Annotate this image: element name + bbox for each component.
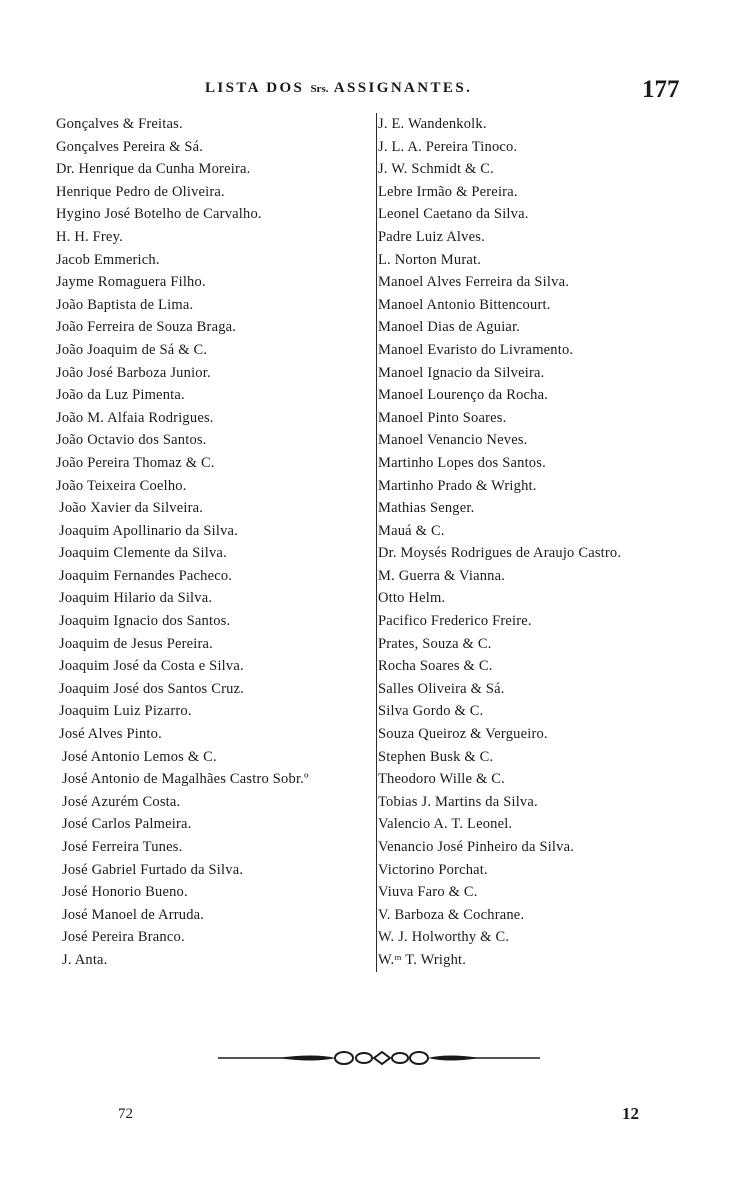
left-column-entry: Joaquim Apollinario da Silva. — [59, 522, 238, 539]
right-column-entry: W. J. Holworthy & C. — [378, 929, 510, 946]
right-column-entry: Padre Luiz Alves. — [378, 228, 485, 245]
left-column-entry: José Pereira Branco. — [62, 929, 185, 946]
left-column-entry: Joaquim Luiz Pizarro. — [59, 703, 192, 720]
left-column-entry: Gonçalves & Freitas. — [56, 116, 183, 132]
left-column-entry: João M. Alfaia Rodrigues. — [56, 409, 214, 426]
left-column-entry: José Manoel de Arruda. — [62, 906, 205, 923]
left-column-entry: Hygino José Botelho de Carvalho. — [56, 206, 262, 223]
right-column-entry: Mathias Senger. — [378, 500, 475, 517]
right-column-entry: Dr. Moysés Rodrigues de Araujo Castro. — [378, 545, 622, 562]
signature-mark-left: 72 — [118, 1106, 133, 1122]
left-column-entry: Joaquim Hilario da Silva. — [59, 590, 213, 607]
left-column-entry: João Pereira Thomaz & C. — [56, 454, 215, 471]
right-column-entry: Manoel Antonio Bittencourt. — [378, 296, 551, 313]
title-right: ASSIGNANTES. — [333, 80, 473, 96]
left-column-entry: J. Anta. — [62, 951, 108, 968]
right-column-entry: Rocha Soares & C. — [378, 658, 493, 675]
right-column-entry: V. Barboza & Cochrane. — [378, 906, 525, 923]
right-column-entry: Otto Helm. — [378, 590, 446, 607]
left-column-entry: Joaquim de Jesus Pereira. — [59, 635, 213, 652]
right-column-entry: Martinho Lopes dos Santos. — [378, 454, 546, 471]
left-column-entry: João Teixeira Coelho. — [56, 477, 187, 494]
left-column-entry: H. H. Frey. — [56, 228, 123, 245]
right-column-entry: Manoel Pinto Soares. — [378, 409, 507, 426]
left-column-entry: Joaquim Fernandes Pacheco. — [59, 567, 233, 584]
right-column-entry: L. Norton Murat. — [378, 251, 482, 268]
title-left: LISTA DOS — [205, 80, 305, 96]
left-column-entry: José Alves Pinto. — [59, 726, 162, 743]
right-column-entry: Valencio A. T. Leonel. — [378, 816, 513, 833]
left-column-entry: João da Luz Pimenta. — [56, 387, 185, 404]
right-column-entry: Souza Queiroz & Vergueiro. — [378, 726, 548, 743]
right-column-entry: Mauá & C. — [378, 522, 445, 539]
right-column-entry: M. Guerra & Vianna. — [378, 567, 506, 584]
left-column-entry: José Ferreira Tunes. — [62, 839, 183, 855]
signature-mark-right: 12 — [622, 1104, 639, 1123]
right-column-entry: W.ᵐ T. Wright. — [378, 951, 467, 968]
left-column-entry: Jacob Emmerich. — [56, 251, 160, 268]
right-column-entry: Leonel Caetano da Silva. — [378, 206, 529, 223]
left-column-entry: Dr. Henrique da Cunha Moreira. — [56, 161, 251, 178]
left-column-entry: José Antonio de Magalhães Castro Sobr.º — [62, 771, 309, 788]
right-column-entry: Salles Oliveira & Sá. — [378, 680, 505, 697]
right-column-entry: Stephen Busk & C. — [378, 748, 494, 765]
page-header — [0, 76, 746, 106]
right-column-entry: Silva Gordo & C. — [378, 703, 484, 720]
left-column-entry: João Xavier da Silveira. — [59, 500, 204, 517]
right-column-entry: J. L. A. Pereira Tinoco. — [378, 138, 518, 155]
page-title — [205, 80, 472, 97]
right-column-entry: Pacifico Frederico Freire. — [378, 613, 532, 630]
right-column-entry: Venancio José Pinheiro da Silva. — [378, 839, 575, 855]
left-column-entry: José Antonio Lemos & C. — [62, 748, 217, 765]
right-column-entry: Manoel Ignacio da Silveira. — [378, 364, 545, 381]
left-column-entry: Henrique Pedro de Oliveira. — [56, 183, 225, 200]
left-column-entry: João Octavio dos Santos. — [56, 432, 207, 449]
right-column-entry: Victorino Porchat. — [378, 861, 488, 878]
page-number: 177 — [642, 76, 680, 103]
right-column-entry: Tobias J. Martins da Silva. — [378, 793, 538, 810]
left-column-entry: Gonçalves Pereira & Sá. — [56, 138, 204, 155]
subscriber-list-left — [56, 113, 376, 972]
left-column-entry: José Gabriel Furtado da Silva. — [62, 861, 244, 878]
left-column-entry: João José Barboza Junior. — [56, 364, 211, 381]
right-column-entry: Manoel Lourenço da Rocha. — [378, 387, 549, 404]
right-column-entry: Manoel Evaristo do Livramento. — [378, 341, 574, 358]
left-column-entry: Joaquim Clemente da Silva. — [59, 545, 227, 562]
right-column-entry: Manoel Venancio Neves. — [378, 432, 528, 449]
right-column-entry: Prates, Souza & C. — [378, 635, 492, 652]
left-column-entry: Joaquim José dos Santos Cruz. — [59, 680, 245, 697]
right-column-entry: Lebre Irmão & Pereira. — [378, 183, 518, 200]
right-column-entry: J. E. Wandenkolk. — [378, 116, 487, 132]
title-abbrev: Srs. — [310, 83, 329, 95]
left-column-entry: João Baptista de Lima. — [56, 296, 194, 313]
left-column-entry: João Joaquim de Sá & C. — [56, 341, 208, 358]
right-column-entry: Manoel Alves Ferreira da Silva. — [378, 274, 570, 291]
left-column-entry: José Carlos Palmeira. — [62, 816, 192, 833]
right-column-entry: Manoel Dias de Aguiar. — [378, 319, 521, 336]
right-column-entry: Viuva Faro & C. — [378, 884, 478, 901]
left-column-entry: José Azurém Costa. — [62, 793, 181, 810]
left-column-entry: Joaquim José da Costa e Silva. — [59, 658, 244, 675]
left-column-entry: João Ferreira de Souza Braga. — [56, 319, 237, 336]
left-column-entry: Joaquim Ignacio dos Santos. — [59, 613, 231, 630]
subscriber-list-right — [376, 113, 697, 972]
right-column-entry: Martinho Prado & Wright. — [378, 477, 537, 494]
right-column-entry: Theodoro Wille & C. — [378, 771, 505, 788]
left-column-entry: José Honorio Bueno. — [62, 884, 188, 901]
left-column-entry: Jayme Romaguera Filho. — [56, 274, 206, 291]
right-column-entry: J. W. Schmidt & C. — [378, 161, 494, 178]
ornament-divider — [218, 1048, 540, 1068]
